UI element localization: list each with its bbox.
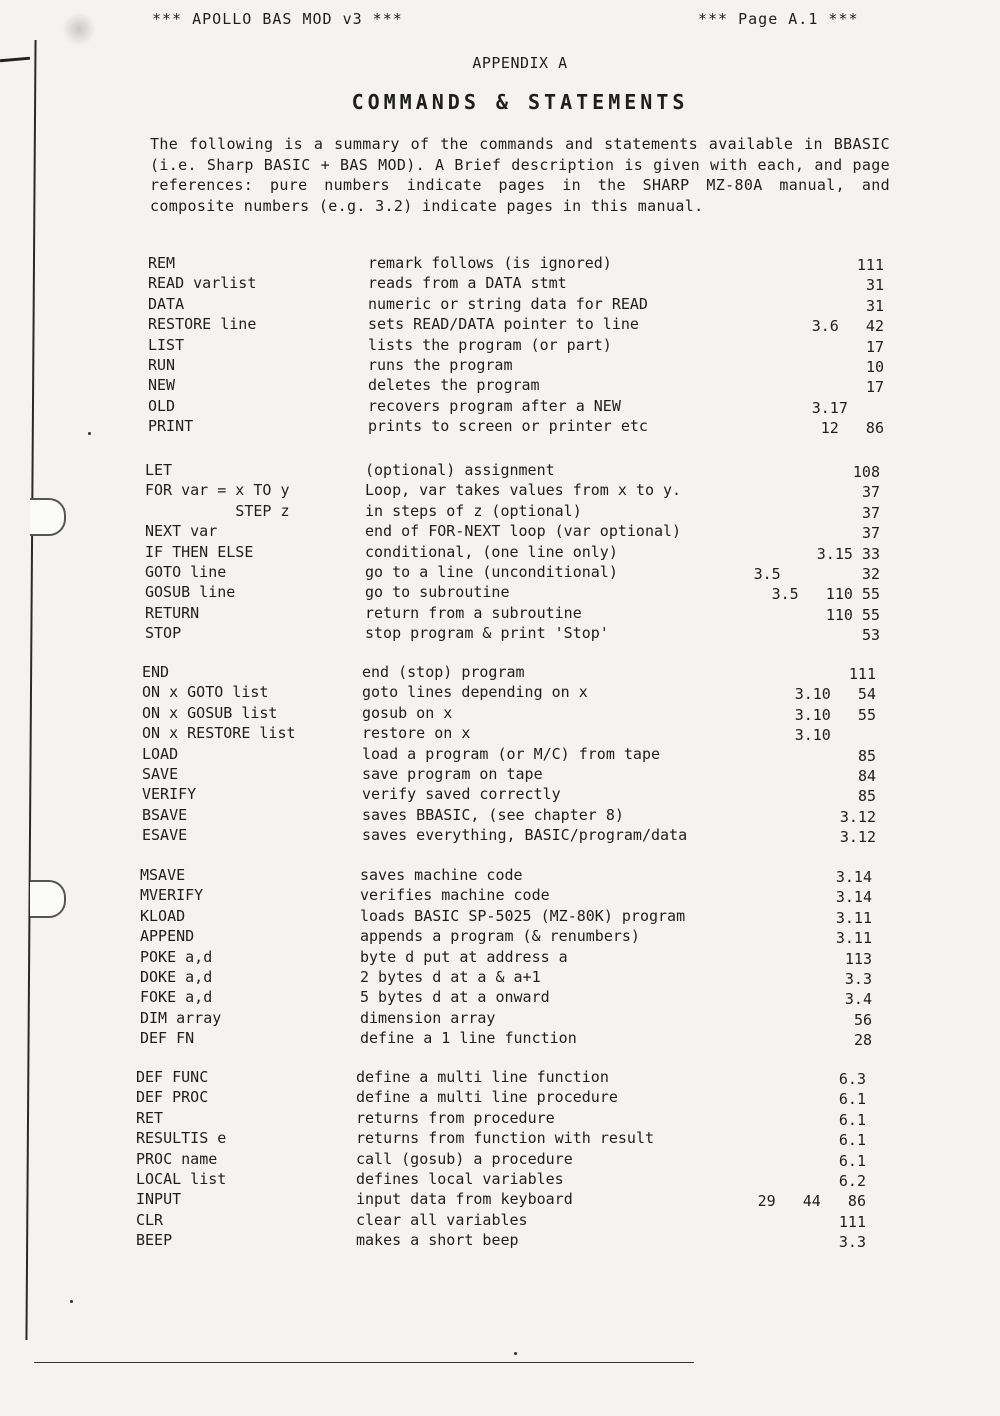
table-row [145, 604, 880, 624]
table-row [142, 785, 876, 805]
command-name: SAVE [142, 765, 179, 783]
table-row [136, 1129, 866, 1149]
table-row [142, 663, 876, 683]
table-row [136, 1068, 866, 1088]
page-references: 3.17 [811, 398, 884, 417]
table-row [145, 461, 880, 481]
page-references: 3.14 [835, 888, 872, 907]
table-row [136, 1231, 866, 1251]
table-row [145, 624, 880, 644]
command-description: recovers program after a NEW [368, 396, 621, 415]
stray-mark [70, 1300, 73, 1303]
page-references: 56 [853, 1010, 872, 1029]
command-description: appends a program (& renumbers) [360, 927, 640, 946]
command-name: DEF PROC [136, 1088, 209, 1107]
command-description: input data from keyboard [356, 1190, 573, 1209]
page-references: 3.3 [838, 1233, 866, 1252]
command-name: ESAVE [142, 826, 188, 845]
table-row [148, 356, 884, 376]
table-row [142, 683, 876, 703]
command-name: APPEND [140, 927, 195, 946]
command-name: BSAVE [142, 805, 188, 824]
binder-hole-top [30, 498, 66, 536]
command-name: MSAVE [140, 866, 186, 884]
table-row [142, 765, 876, 785]
page-references: 3.11 [835, 908, 872, 927]
command-name: FOR var = x TO y [145, 481, 290, 500]
ink-smudge [62, 12, 96, 46]
command-name: CLR [136, 1210, 164, 1229]
page-references: 3.4 [844, 990, 872, 1009]
command-name: DIM array [140, 1008, 222, 1027]
page-references: 31 [865, 296, 884, 315]
table-row [145, 502, 880, 522]
table-row [136, 1211, 866, 1231]
page-references: 31 [865, 276, 884, 295]
page-references: 28 [853, 1031, 872, 1050]
command-name: NEW [148, 376, 176, 395]
command-description: save program on tape [362, 765, 543, 783]
command-name: READ varlist [148, 274, 257, 293]
command-description: goto lines depending on x [362, 683, 588, 702]
page-references: 3.12 [839, 828, 876, 847]
command-name: RET [136, 1108, 164, 1127]
table-row [136, 1190, 866, 1210]
page-references: 17 [865, 378, 884, 397]
command-description: stop program & print 'Stop' [365, 624, 609, 643]
command-description: define a 1 line function [360, 1029, 577, 1048]
command-description: saves everything, BASIC/program/data [362, 826, 688, 845]
table-row [148, 336, 884, 356]
command-name: ON x GOTO list [142, 683, 269, 702]
page-references: 37 [861, 524, 880, 543]
table-row [140, 948, 872, 968]
table-row [145, 563, 880, 583]
command-description: (optional) assignment [365, 461, 555, 479]
command-description: defines local variables [356, 1170, 564, 1188]
page-references: 3.14 [835, 868, 872, 886]
table-row [140, 1009, 872, 1029]
command-name: REM [148, 254, 176, 272]
page-references: 108 [852, 463, 880, 481]
command-description: numeric or string data for READ [368, 294, 648, 313]
command-description: gosub on x [362, 703, 453, 722]
page-references: 111 [838, 1212, 866, 1231]
command-description: loads BASIC SP-5025 (MZ-80K) program [360, 906, 686, 925]
command-description: saves machine code [360, 866, 523, 884]
table-row [140, 886, 872, 906]
page-references: 3.10 55 [794, 705, 876, 724]
page-references: 84 [857, 767, 876, 785]
command-name: NEXT var [145, 522, 218, 541]
command-description: go to a line (unconditional) [365, 563, 618, 581]
command-name: GOTO line [145, 563, 227, 581]
page-references: 6.1 [838, 1110, 866, 1129]
page-references: 12 86 [820, 419, 884, 438]
running-header-title: *** APOLLO BAS MOD v3 *** [152, 10, 403, 28]
command-description: define a multi line function [356, 1068, 609, 1086]
table-row [145, 481, 880, 501]
table-row [148, 417, 884, 437]
command-name: DOKE a,d [140, 968, 213, 986]
command-name: LET [145, 461, 173, 479]
table-row [136, 1109, 866, 1129]
command-name: ON x RESTORE list [142, 724, 296, 743]
command-name: DEF FN [140, 1029, 195, 1048]
page-references: 6.1 [838, 1131, 866, 1150]
table-row [148, 315, 884, 335]
command-name: RESULTIS e [136, 1129, 227, 1148]
command-description: prints to screen or printer etc [368, 417, 648, 436]
table-row [145, 543, 880, 563]
command-name: RETURN [145, 603, 200, 622]
appendix-label: APPENDIX A [472, 54, 568, 72]
running-header-page: *** Page A.1 *** [698, 10, 859, 28]
command-name: PRINT [148, 417, 194, 436]
command-name: STOP [145, 624, 182, 643]
page-references: 3.15 33 [816, 544, 880, 563]
page-title: COMMANDS & STATEMENTS [351, 90, 689, 114]
command-name: STEP z [145, 501, 290, 520]
command-description: verifies machine code [360, 886, 550, 905]
page-references: 113 [844, 949, 872, 968]
page-references: 3.10 [794, 726, 876, 745]
command-description: sets READ/DATA pointer to line [368, 315, 639, 334]
command-description: 5 bytes d at a onward [360, 988, 550, 1007]
command-name: VERIFY [142, 785, 197, 804]
command-name: FOKE a,d [140, 988, 213, 1007]
command-description: remark follows (is ignored) [368, 254, 612, 272]
page-references: 6.1 [838, 1090, 866, 1109]
page-references: 3.5 110 55 [771, 585, 880, 604]
command-name: PROC name [136, 1149, 218, 1168]
command-description: restore on x [362, 724, 471, 743]
page-references: 29 44 86 [757, 1192, 866, 1211]
page-references: 3.5 32 [753, 565, 880, 583]
command-description: end (stop) program [362, 663, 525, 681]
command-name: LIST [148, 335, 185, 354]
table-row [140, 988, 872, 1008]
page-references: 3.3 [844, 970, 872, 988]
bottom-rule [34, 1362, 694, 1363]
page-references: 37 [861, 483, 880, 502]
command-description: byte d put at address a [360, 947, 568, 966]
command-name: DATA [148, 294, 185, 313]
command-description: makes a short beep [356, 1231, 519, 1250]
page-references: 110 55 [825, 605, 880, 624]
page-references: 6.3 [838, 1070, 866, 1088]
table-row [148, 397, 884, 417]
table-row [136, 1088, 866, 1108]
page-references: 85 [857, 787, 876, 806]
table-row [148, 295, 884, 315]
table-row [140, 866, 872, 886]
command-name: INPUT [136, 1190, 182, 1209]
command-name: DEF FUNC [136, 1068, 209, 1086]
page-references: 53 [861, 626, 880, 645]
command-description: 2 bytes d at a & a+1 [360, 968, 541, 986]
page-references: 10 [865, 358, 884, 376]
command-description: define a multi line procedure [356, 1088, 618, 1107]
command-description: in steps of z (optional) [365, 501, 582, 520]
table-row [142, 826, 876, 846]
page-references: 111 [856, 256, 884, 274]
command-description: clear all variables [356, 1210, 528, 1229]
command-description: saves BBASIC, (see chapter 8) [362, 805, 624, 824]
command-name: BEEP [136, 1231, 173, 1250]
table-row [140, 927, 872, 947]
intro-paragraph: The following is a summary of the commands and statements available in BBASIC (i.e. Sharp BASIC + BAS MOD). A Brief description is given with each, and page references: pure numbers indicate pages in the SHARP MZ-80A manual, and composite numbers (e.g. 3.2) indicate pages in this manual. [150, 135, 890, 215]
command-description: Loop, var takes values from x to y. [365, 481, 682, 500]
command-name: END [142, 663, 170, 681]
command-description: verify saved correctly [362, 785, 561, 804]
command-name: POKE a,d [140, 947, 213, 966]
command-description: conditional, (one line only) [365, 542, 618, 561]
page-references: 17 [865, 337, 884, 356]
table-row [140, 907, 872, 927]
page-references: 85 [857, 746, 876, 765]
table-row [140, 968, 872, 988]
table-row [145, 522, 880, 542]
command-description: returns from function with result [356, 1129, 655, 1148]
command-name: RUN [148, 356, 176, 374]
command-description: reads from a DATA stmt [368, 274, 567, 293]
table-row [136, 1150, 866, 1170]
binder-hole-bottom [30, 880, 66, 918]
command-name: IF THEN ELSE [145, 542, 254, 561]
command-name: KLOAD [140, 906, 186, 925]
table-row [148, 254, 884, 274]
table-row [136, 1170, 866, 1190]
command-description: runs the program [368, 356, 513, 374]
command-description: call (gosub) a procedure [356, 1149, 573, 1168]
page-references: 6.2 [838, 1172, 866, 1190]
command-name: GOSUB line [145, 583, 236, 602]
page-references: 3.10 54 [794, 685, 876, 704]
command-description: end of FOR-NEXT loop (var optional) [365, 522, 682, 541]
page-references: 37 [861, 503, 880, 522]
command-description: go to subroutine [365, 583, 510, 602]
table-row [148, 274, 884, 294]
command-description: returns from procedure [356, 1108, 555, 1127]
stray-mark [514, 1352, 517, 1355]
command-description: deletes the program [368, 376, 540, 395]
command-name: LOAD [142, 744, 179, 763]
command-name: MVERIFY [140, 886, 204, 905]
page-references: 3.11 [835, 929, 872, 948]
command-name: LOCAL list [136, 1170, 227, 1188]
command-description: dimension array [360, 1008, 496, 1027]
table-row [142, 745, 876, 765]
table-row [145, 583, 880, 603]
page-references: 3.6 42 [811, 317, 884, 336]
table-row [142, 806, 876, 826]
table-row [148, 376, 884, 396]
page-references: 3.12 [839, 807, 876, 826]
stray-mark [88, 432, 91, 435]
command-name: ON x GOSUB list [142, 703, 278, 722]
command-name: OLD [148, 396, 176, 415]
table-row [140, 1029, 872, 1049]
page-edge-line [25, 40, 36, 1340]
command-name: RESTORE line [148, 315, 257, 334]
command-description: load a program (or M/C) from tape [362, 744, 661, 763]
page-references: 6.1 [838, 1151, 866, 1170]
command-description: return from a subroutine [365, 603, 582, 622]
table-row [142, 724, 876, 744]
page-references: 111 [848, 665, 876, 683]
table-row [142, 704, 876, 724]
command-description: lists the program (or part) [368, 335, 612, 354]
